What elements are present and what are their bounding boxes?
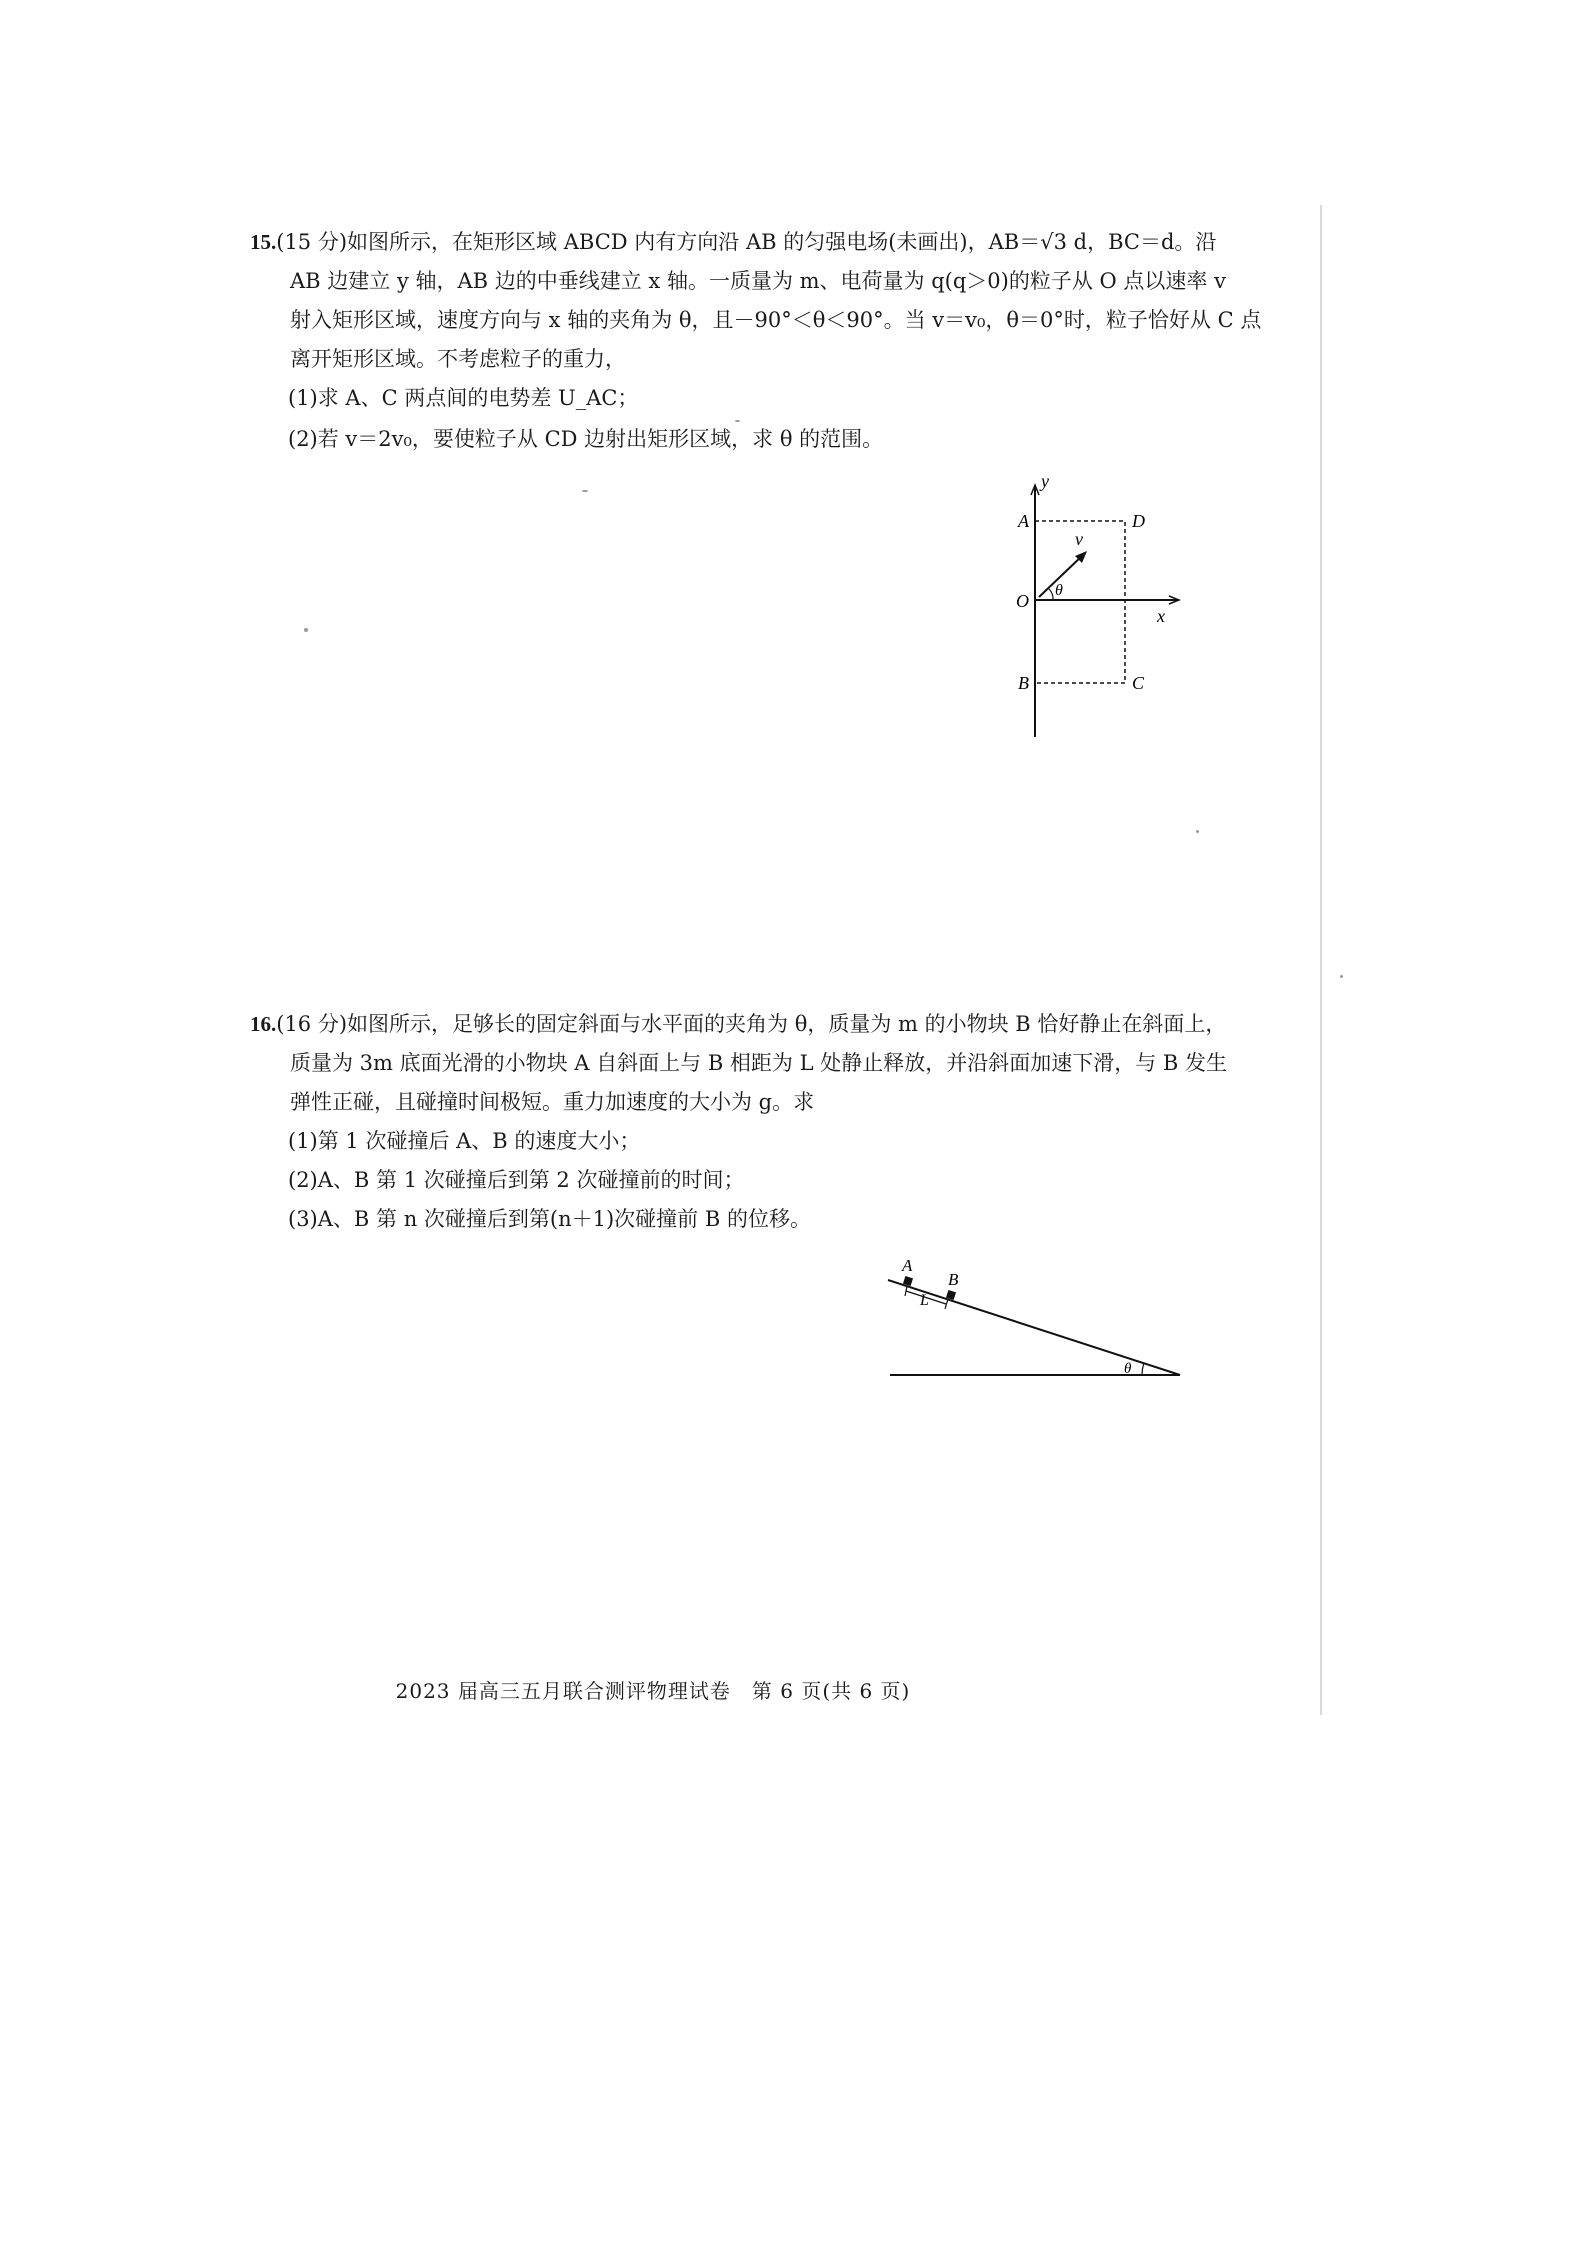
label-v: v — [1075, 529, 1083, 549]
label-b: B — [1018, 673, 1029, 693]
q15-line-3: 射入矩形区域，速度方向与 x 轴的夹角为 θ，且－90°＜θ＜90°。当 v＝v₀，θ＝0°时，粒子恰好从 C 点 — [290, 308, 1262, 332]
label-o: O — [1016, 591, 1029, 611]
incline-line — [888, 1280, 1180, 1375]
q15-line-4: 离开矩形区域。不考虑粒子的重力， — [290, 347, 626, 371]
q16-text-1: (16 分)如图所示，足够长的固定斜面与水平面的夹角为 θ，质量为 m 的小物块 B 恰好静止在斜面上， — [276, 1012, 1227, 1036]
q16-line-3: 弹性正碰，且碰撞时间极短。重力加速度的大小为 g。求 — [290, 1090, 815, 1114]
label-a: A — [1018, 511, 1029, 531]
label-a: A — [902, 1256, 913, 1275]
label-theta: θ — [1055, 582, 1063, 599]
q15-rectangle-field-diagram — [1005, 465, 1205, 745]
page-footer — [0, 1675, 1586, 1704]
q15-subquestion-1: (1)求 A、C 两点间的电势差 U_AC； — [288, 386, 639, 410]
q16-subquestion-2: (2)A、B 第 1 次碰撞后到第 2 次碰撞前的时间； — [288, 1168, 745, 1192]
label-d: D — [1132, 511, 1145, 531]
label-b: B — [948, 1270, 959, 1289]
q16-incline-diagram — [880, 1255, 1190, 1385]
scan-edge-line — [1320, 205, 1322, 1715]
footer-text: 2023 届高三五月联合测评物理试卷 第 6 页(共 6 页) — [395, 1679, 911, 1703]
scan-speck — [1196, 830, 1199, 833]
q15-text-1: (15 分)如图所示，在矩形区域 ABCD 内有方向沿 AB 的匀强电场(未画出)，AB＝√3 d，BC＝d。沿 — [276, 230, 1217, 254]
q16-number: 16. — [250, 1012, 277, 1036]
q16-subquestion-1: (1)第 1 次碰撞后 A、B 的速度大小； — [288, 1129, 641, 1153]
scan-speck — [582, 490, 588, 492]
q15-subquestion-2: (2)若 v＝2v₀，要使粒子从 CD 边射出矩形区域，求 θ 的范围。 — [288, 427, 884, 451]
theta-arc — [1142, 1363, 1144, 1375]
q15-line-1 — [250, 230, 1216, 254]
q15-line-2: AB 边建立 y 轴，AB 边的中垂线建立 x 轴。一质量为 m、电荷量为 q(q＞0)的粒子从 O 点以速率 v — [290, 269, 1226, 293]
scan-speck — [304, 628, 308, 632]
label-l: L — [920, 1292, 929, 1309]
scan-speck — [735, 420, 740, 422]
scan-speck — [1340, 975, 1343, 978]
theta-arc — [1049, 589, 1053, 600]
label-x: x — [1157, 606, 1165, 626]
q16-line-1 — [250, 1012, 1226, 1036]
q15-number: 15. — [250, 230, 277, 254]
q16-subquestion-3: (3)A、B 第 n 次碰撞后到第(n＋1)次碰撞前 B 的位移。 — [288, 1207, 811, 1231]
label-y: y — [1041, 471, 1049, 491]
q16-line-2: 质量为 3m 底面光滑的小物块 A 自斜面上与 B 相距为 L 处静止释放，并沿斜面加速下滑，与 B 发生 — [290, 1051, 1227, 1075]
label-c: C — [1132, 673, 1145, 693]
label-theta: θ — [1124, 1361, 1132, 1377]
